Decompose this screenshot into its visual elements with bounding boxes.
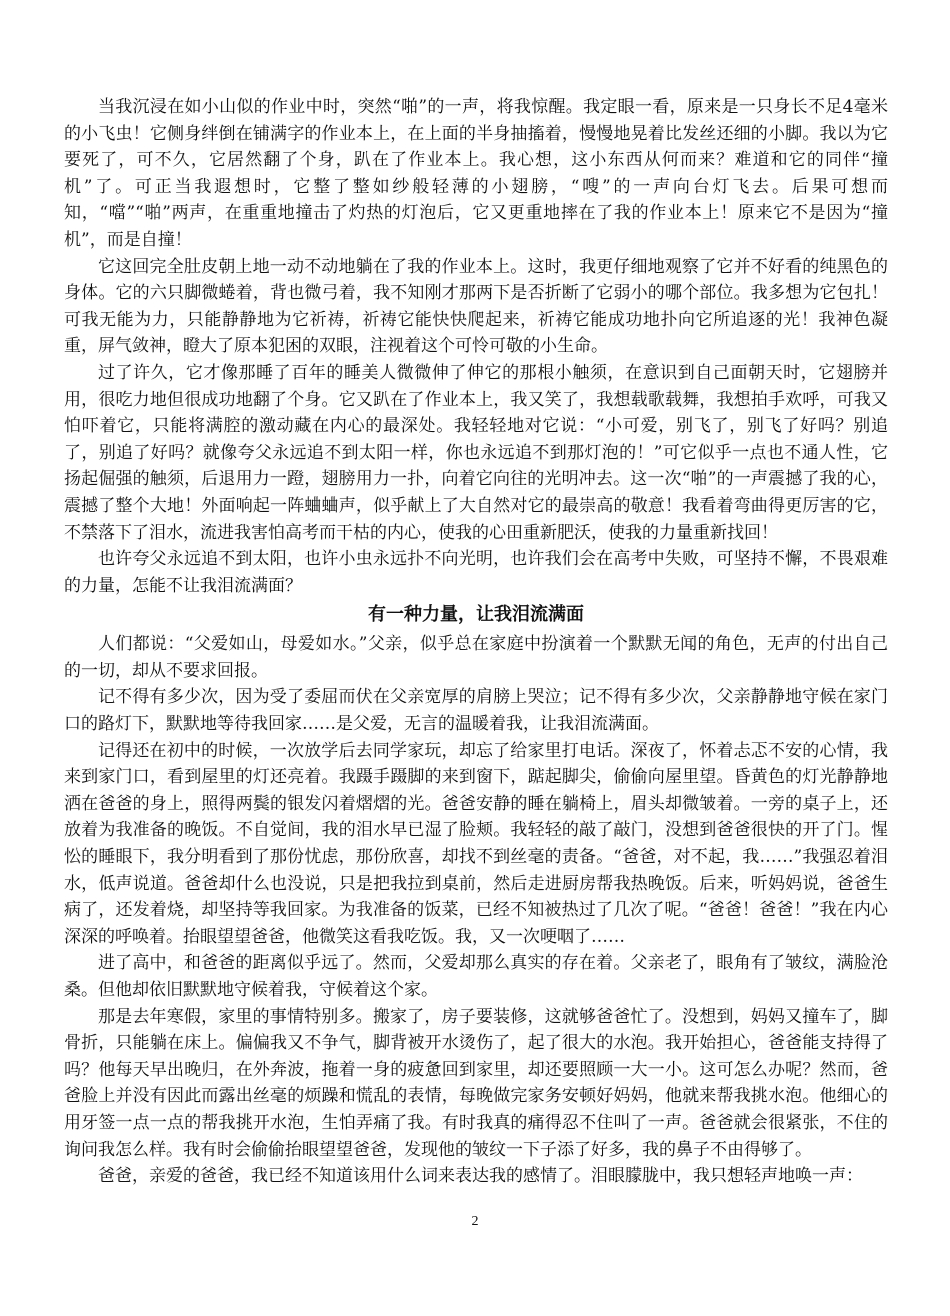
paragraph-8: 进了高中，和爸爸的距离似乎远了。然而，父爱却那么真实的存在着。父亲老了，眼角有了皱纹，满脸沧桑。但他却依旧默默地守候着我，守候着这个家。 [64, 953, 888, 1000]
paragraph-4: 也许夸父永远追不到太阳，也许小虫永远扑不向光明，也许我们会在高考中失败，可坚持不懈，不畏艰难的力量，怎能不让我泪流满面？ [64, 549, 888, 596]
paragraph-7: 记得还在初中的时候，一次放学后去同学家玩，却忘了给家里打电话。深夜了，怀着忐忑不安的心情，我来到家门口，看到屋里的灯还亮着。我蹑手蹑脚的来到窗下，踮起脚尖，偷偷向屋里望。昏黄色的灯光静静地洒在爸爸的身上，照得两鬓的银发闪着熠熠的光。爸爸安静的睡在躺椅上，眉头却微皱着。一旁的桌子上，还放着为我准备的晚饭。不自觉间，我的泪水早已湿了脸颊。我轻轻的敲了敲门，没想到爸爸很快的开了门。惺忪的睡眼下，我分明看到了那份忧虑，那份欣喜，却找不到丝毫的责备。“爸爸，对不起，我……”我强忍着泪水，低声说道。爸爸却什么也没说，只是把我拉到桌前，然后走进厨房帮我热晚饭。后来，听妈妈说，爸爸生病了，还发着烧，却坚持等我回家。为我准备的饭菜，已经不知被热过了几次了呢。“爸爸！爸爸！”我在内心深深的呼唤着。抬眼望望爸爸，他微笑这看我吃饭。我，又一次哽咽了…… [64, 740, 888, 947]
document-page [64, 94, 888, 1190]
page-number: 2 [471, 1214, 479, 1229]
paragraph-3: 过了许久，它才像那睡了百年的睡美人微微伸了伸它的那根小触须，在意识到自己面朝天时，它翅膀并用，很吃力地但很成功地翻了个身。它又趴在了作业本上，我又笑了，我想载歌载舞，我想拍手欢呼，可我又怕吓着它，只能将满腔的激动藏在内心的最深处。我轻轻地对它说：“小可爱，别飞了，别飞了好吗？别追了，别追了好吗？就像夸父永远追不到太阳一样，你也永远追不到那灯泡的！”可它似乎一点也不通人性，它扬起倔强的触须，后退用力一蹬，翅膀用力一扑，向着它向往的光明冲去。这一次“啪”的一声震撼了我的心，震撼了整个大地！外面响起一阵蛐蛐声，似乎献上了大自然对它的最崇高的敬意！我看着弯曲得更厉害的它，不禁落下了泪水，流进我害怕高考而干枯的内心，使我的心田重新肥沃，使我的力量重新找回！ [64, 362, 888, 543]
paragraph-2: 它这回完全肚皮朝上地一动不动地躺在了我的作业本上。这时，我更仔细地观察了它并不好看的纯黑色的身体。它的六只脚微蜷着，背也微弓着，我不知刚才那两下是否折断了它弱小的哪个部位。我多想为它包扎！可我无能为力，只能静静地为它祈祷，祈祷它能快快爬起来，祈祷它能成功地扑向它所追逐的光！我神色凝重，屏气敛神，瞪大了原本犯困的双眼，注视着这个可怜可敬的小生命。 [64, 256, 888, 357]
paragraph-5: 人们都说：“父爱如山，母爱如水。”父亲，似乎总在家庭中扮演着一个默默无闻的角色，无声的付出自己的一切，却从不要求回报。 [64, 634, 888, 681]
section-title: 有一种力量，让我泪流满面 [368, 604, 584, 626]
paragraph-9: 那是去年寒假，家里的事情特别多。搬家了，房子要装修，这就够爸爸忙了。没想到，妈妈又撞车了，脚骨折，只能躺在床上。偏偏我又不争气，脚背被开水烫伤了，起了很大的水泡。我开始担心，爸爸能支持得了吗？他每天早出晚归，在外奔波，拖着一身的疲惫回到家里，却还要照顾一大一小。这可怎么办呢？然而，爸爸脸上并没有因此而露出丝毫的烦躁和慌乱的表情，每晚做完家务安顿好妈妈，他就来帮我挑水泡。他细心的用牙签一点一点的帮我挑开水泡，生怕弄痛了我。有时我真的痛得忍不住叫了一声。爸爸就会很紧张，不住的询问我怎么样。我有时会偷偷抬眼望望爸爸，发现他的皱纹一下子添了好多，我的鼻子不由得够了。 [64, 1006, 888, 1160]
paragraph-1: 当我沉浸在如小山似的作业中时，突然“啪”的一声，将我惊醒。我定眼一看，原来是一只身长不足4毫米的小飞虫！它侧身绊倒在铺满字的作业本上，在上面的半身抽搐着，慢慢地晃着比发丝还细的小脚。我以为它要死了，可不久，它居然翻了个身，趴在了作业本上。我心想，这小东西从何而来？难道和它的同伴“撞机”了。可正当我遐想时，它整了整如纱般轻薄的小翅膀，“嗖”的一声向台灯飞去。后果可想而知，“噹”“啪”两声，在重重地撞击了灼热的灯泡后，它又更重地摔在了我的作业本上！原来它不是因为“撞机”，而是自撞！ [64, 97, 888, 250]
paragraph-6: 记不得有多少次，因为受了委屈而伏在父亲宽厚的肩膀上哭泣；记不得有多少次，父亲静静地守候在家门口的路灯下，默默地等待我回家……是父爱，无言的温暖着我，让我泪流满面。 [64, 687, 888, 735]
paragraph-10: 爸爸，亲爱的爸爸，我已经不知道该用什么词来表达我的感情了。泪眼朦胧中，我只想轻声地唤一声： [98, 1166, 863, 1187]
